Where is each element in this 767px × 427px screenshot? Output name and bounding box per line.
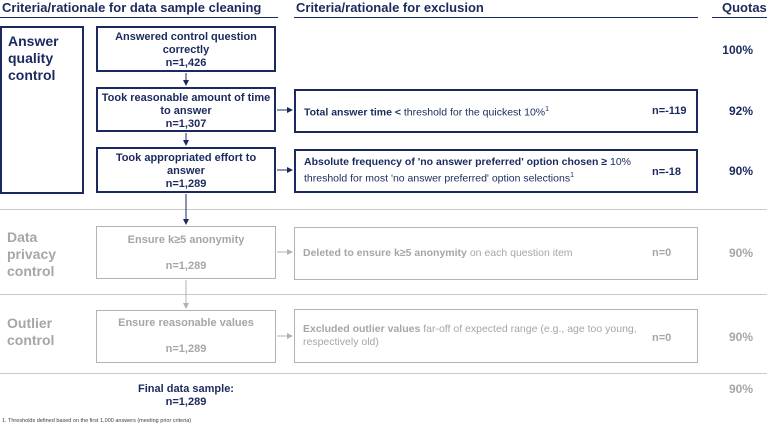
final-sample-count: n=1,289 (165, 396, 207, 408)
quota-value: 90% (728, 382, 753, 396)
step-count: n=1,289 (165, 343, 207, 355)
quota-value: 90% (728, 330, 753, 344)
quota-value: 90% (728, 246, 753, 260)
section-data-privacy-label: Data privacy control (7, 229, 57, 279)
exclusion-text: Excluded outlier values far-off of expected range (e.g., age too young, respectively old) (303, 323, 637, 348)
step-count: n=1,426 (165, 57, 207, 69)
quota-value: 92% (728, 104, 753, 118)
exclusion-count: n=-119 (652, 105, 687, 117)
step-label: Ensure reasonable values (118, 317, 254, 329)
header-cleaning: Criteria/rationale for data sample cleaning (2, 0, 262, 15)
step-count: n=1,307 (165, 118, 207, 130)
final-sample-label: Final data sample: (138, 383, 234, 395)
footnote: 1. Thresholds defined based on the first 1,000 answers (meeting prior criteria) (2, 418, 192, 424)
exclusion-count: n=-18 (652, 166, 682, 178)
exclusion-text: Absolute frequency of 'no answer preferred' option chosen ≥ 10% threshold for most 'no answer preferred' option selections$^1$ (304, 156, 631, 185)
step-label: Ensure k≥5 anonymity (127, 234, 245, 246)
step-label: Took appropriated effort to answer (115, 152, 257, 177)
exclusion-count: n=0 (652, 247, 672, 259)
step-label: Answered control question correctly (115, 31, 257, 56)
exclusion-count: n=0 (652, 332, 672, 344)
step-label: Took reasonable amount of time to answer (101, 92, 271, 117)
step-count: n=1,289 (165, 260, 207, 272)
header-exclusion: Criteria/rationale for exclusion (296, 0, 484, 15)
section-answer-quality-label: Answer quality control (8, 33, 59, 83)
section-outlier-label: Outlier control (7, 315, 55, 348)
quota-value: 100% (722, 43, 753, 57)
step-count: n=1,289 (165, 178, 207, 190)
exclusion-text: Deleted to ensure k≥5 anonymity on each question item (303, 247, 573, 259)
quota-value: 90% (728, 164, 753, 178)
exclusion-text: Total answer time < threshold for the quickest 10%$^1$ (304, 105, 550, 119)
header-quotas: Quotas (722, 0, 767, 15)
